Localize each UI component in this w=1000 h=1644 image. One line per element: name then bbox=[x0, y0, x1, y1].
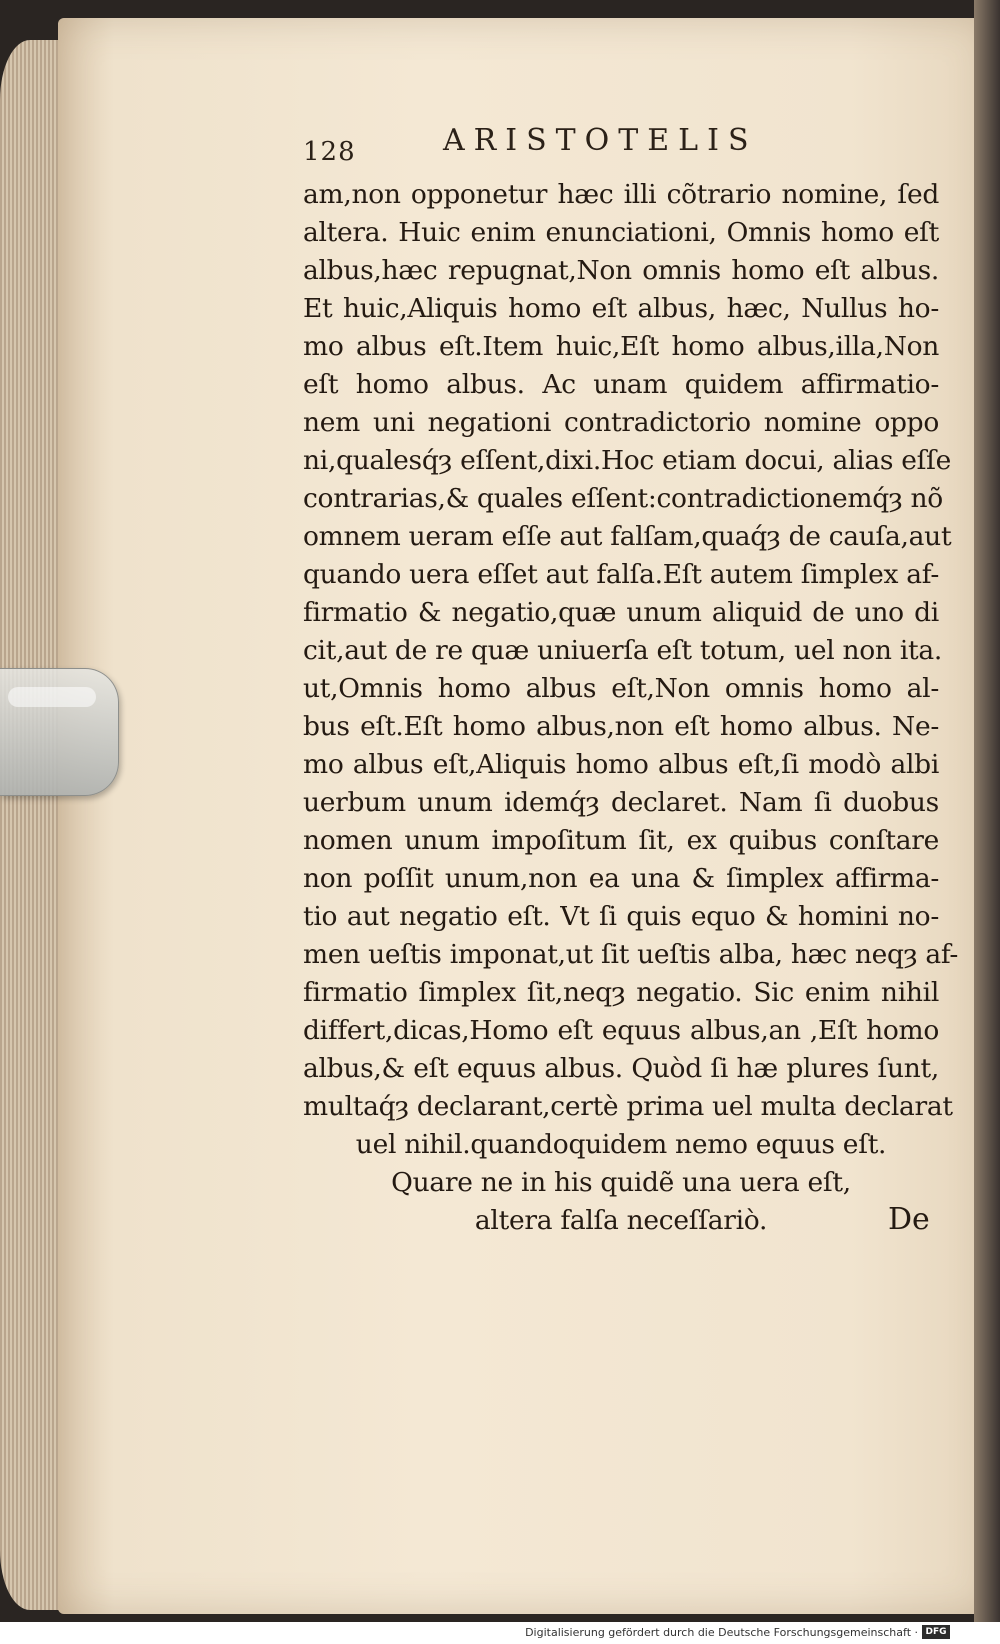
running-head: ARISTOTELIS bbox=[443, 123, 758, 158]
text-line: differt,dicas,Homo eſt equus albus,an ,Eſt homo bbox=[303, 1015, 939, 1046]
page-clip bbox=[0, 668, 119, 796]
text-line: eſt homo albus. Ac unam quidem affirmatio- bbox=[303, 369, 939, 400]
closing-line: altera falſa neceſſariò. bbox=[474, 1205, 768, 1236]
text-line: mo albus eſt.Item huic,Eſt homo albus,illa,Non bbox=[303, 331, 939, 362]
funding-notice: Digitalisierung gefördert durch die Deutsche Forschungsgemeinschaft · bbox=[525, 1626, 918, 1639]
footer-bar bbox=[0, 1622, 1000, 1644]
text-line: uel nihil.quandoquidem nemo equus eſt. bbox=[355, 1129, 887, 1160]
text-line: tio aut negatio eſt. Vt ſi quis equo & homini no- bbox=[303, 901, 939, 932]
text-line: firmatio & negatio,quæ unum aliquid de uno di bbox=[303, 597, 939, 628]
text-line: omnem ueram eſſe aut falſam,quaq́ȝ de cauſa,aut bbox=[303, 521, 952, 552]
text-line: men ueſtis imponat,ut ſit ueſtis alba, hæc neqȝ af- bbox=[303, 939, 959, 970]
page-header bbox=[303, 115, 863, 165]
text-line: bus eſt.Eſt homo albus,non eſt homo albus. Ne- bbox=[303, 711, 939, 742]
text-line: ut,Omnis homo albus eſt,Non omnis homo al- bbox=[303, 673, 939, 704]
text-line: quando uera eſſet aut falſa.Eſt autem ſimplex af- bbox=[303, 559, 939, 590]
text-line: ni,qualesq́ȝ eſſent,dixi.Hoc etiam docui, alias eſſe bbox=[303, 445, 952, 476]
text-line: uerbum unum idemq́ȝ declaret. Nam ſi duobus bbox=[303, 787, 939, 818]
text-line: non poſſit unum,non ea una & ſimplex affirma- bbox=[303, 863, 939, 894]
text-line: firmatio ſimplex ſit,neqȝ negatio. Sic enim nihil bbox=[303, 977, 939, 1008]
dfg-logo: DFG bbox=[922, 1625, 950, 1639]
page-number: 128 bbox=[303, 137, 356, 167]
closing-line: Quare ne in his quidẽ una uera eſt, bbox=[391, 1167, 851, 1198]
text-line: cit,aut de re quæ uniuerſa eſt totum, uel non ita. bbox=[303, 635, 942, 666]
text-line: Et huic,Aliquis homo eſt albus, hæc, Nullus ho- bbox=[303, 293, 939, 324]
text-line: altera. Huic enim enunciationi, Omnis homo eſt bbox=[303, 217, 939, 248]
text-line: multaq́ȝ declarant,certè prima uel multa declarat bbox=[303, 1091, 953, 1122]
body-text bbox=[303, 176, 959, 1240]
text-line: nem uni negationi contradictorio nomine oppo bbox=[303, 407, 939, 438]
text-line: albus,hæc repugnat,Non omnis homo eſt albus. bbox=[303, 255, 939, 286]
text-line: albus,& eſt equus albus. Quòd ſi hæ plures ſunt, bbox=[303, 1053, 939, 1084]
catchword: De bbox=[888, 1202, 930, 1237]
text-line: contrarias,& quales eſſent:contradictionemq́ȝ nõ bbox=[303, 483, 943, 514]
binding-edge bbox=[974, 0, 1000, 1622]
text-line: mo albus eſt,Aliquis homo albus eſt,ſi modò albi bbox=[303, 749, 939, 780]
text-line: nomen unum impoſitum ſit, ex quibus conſtare bbox=[303, 825, 939, 856]
text-line: am,non opponetur hæc illi cõtrario nomine, ſed bbox=[303, 179, 939, 210]
